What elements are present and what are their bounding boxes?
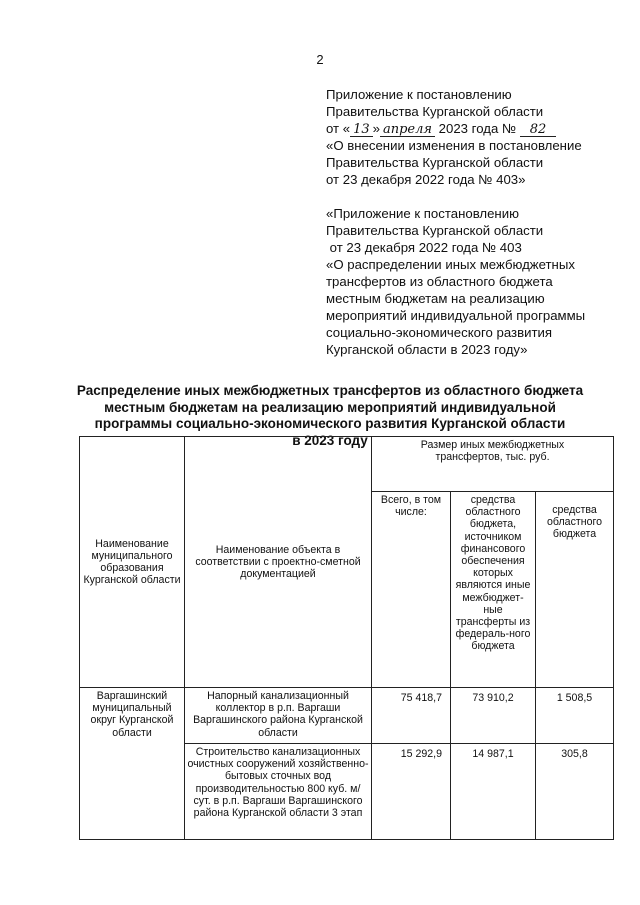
header-regional: средства областного бюджета	[536, 492, 614, 688]
date-suffix: 2023 года №	[435, 121, 520, 136]
cell-object: Строительство канализационных очистных сооружений хозяйственно-бытовых сточных вод производительностью 800 куб. м/сут. в р.п. Варгаши Варгашинского района Курганской области 3 этап	[185, 744, 372, 840]
appendix-line: от 23 декабря 2022 года № 403»	[326, 172, 526, 187]
transfers-table	[79, 436, 614, 840]
appendix-line: Правительства Курганской области	[326, 104, 544, 119]
appendix-line: мероприятий индивидуальной программы	[326, 308, 586, 323]
cell-regional: 1 508,5	[536, 688, 614, 744]
cell-total: 15 292,9	[372, 744, 451, 840]
date-mid: »	[372, 121, 380, 136]
cell-total: 75 418,7	[372, 688, 451, 744]
header-object: Наименование объекта в соответствии с проектно-сметной документацией	[185, 437, 372, 688]
appendix-date-line	[326, 120, 616, 137]
appendix-line: «О распределении иных межбюджетных	[326, 257, 575, 272]
header-size: Размер иных межбюджетных трансфертов, тыс. руб.	[372, 437, 614, 492]
appendix-line: трансфертов из областного бюджета	[326, 274, 553, 289]
header-federal: средства областного бюджета, источником финансового обеспечения которых являются иные межбюджет-ные трансферты из федераль-ного бюджета	[451, 492, 536, 688]
date-prefix: от «	[326, 121, 351, 136]
appendix-line: от 23 декабря 2022 года № 403	[326, 240, 522, 255]
cell-municipality: Варгашинский муниципальный округ Курганской области	[80, 688, 185, 840]
page-number: 2	[316, 52, 324, 67]
appendix-line: «О внесении изменения в постановление	[326, 138, 582, 153]
appendix-line: Курганской области в 2023 году»	[326, 342, 528, 357]
appendix-line: «Приложение к постановлению	[326, 206, 519, 221]
appendix-line: Правительства Курганской области	[326, 223, 544, 238]
appendix-original	[326, 205, 616, 358]
handwritten-day: 13	[350, 123, 373, 137]
table-header-row	[80, 437, 614, 492]
handwritten-month: апреля	[380, 123, 435, 137]
title-line: местным бюджетам на реализацию мероприятий индивидуальной	[104, 399, 556, 415]
table-row	[80, 688, 614, 744]
handwritten-number: 82	[520, 123, 557, 137]
header-total: Всего, в том числе:	[372, 492, 451, 688]
title-line: в 2023 году	[292, 432, 368, 448]
appendix-header	[326, 86, 616, 188]
cell-federal: 14 987,1	[451, 744, 536, 840]
title-line: Распределение иных межбюджетных трансфертов из областного бюджета	[76, 383, 584, 398]
cell-object: Напорный канализационный коллектор в р.п. Варгаши Варгашинского района Курганской области	[185, 688, 372, 744]
appendix-line: социально-экономического развития	[326, 325, 552, 340]
cell-federal: 73 910,2	[451, 688, 536, 744]
cell-regional: 305,8	[536, 744, 614, 840]
title-line: программы социально-экономического развития Курганской области	[94, 416, 566, 431]
header-municipality: Наименование муниципального образования Курганской области	[80, 437, 185, 688]
appendix-line: местным бюджетам на реализацию	[326, 291, 545, 306]
appendix-line: Правительства Курганской области	[326, 155, 544, 170]
appendix-line: Приложение к постановлению	[326, 87, 512, 102]
